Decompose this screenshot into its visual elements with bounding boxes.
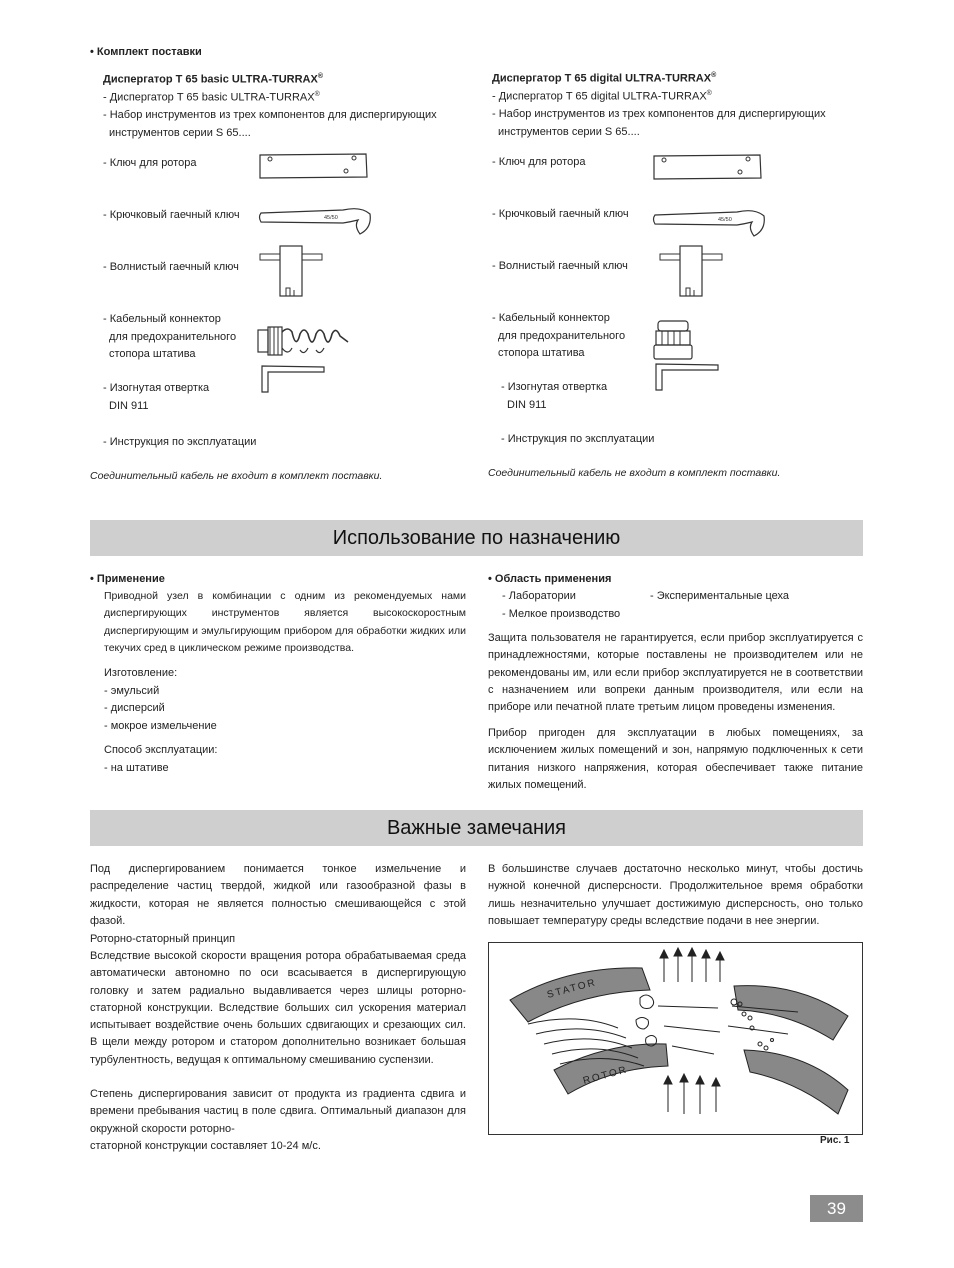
dispersion-degree-tail: статорной конструкции составляет 10-24 м/с. [90, 1140, 321, 1152]
section-title-use: Использование по назначению [90, 520, 863, 556]
digital-note: Соединительный кабель не входит в комплект поставки. [488, 467, 781, 479]
rotor-label: ROTOR [581, 1064, 630, 1087]
cable-connector-icon [652, 318, 700, 364]
section-title-notes: Важные замечания [90, 810, 863, 846]
rotor-key-icon [652, 152, 764, 182]
basic-note: Соединительный кабель не входит в комплект поставки. [90, 470, 383, 482]
hook-wrench-icon [258, 204, 376, 238]
rotor-stator-figure [488, 942, 863, 1135]
hook-wrench-label: 45/50 [324, 215, 338, 221]
processing-time-text: В большинстве случаев достаточно несколько минут, чтобы достичь нужной конечной дисперсности. Продолжительное время обработки лишь незначительно улучшает достижимую дисперсность, оно только повышает температуру среды вследствие подачи в нее энергии. [488, 863, 863, 927]
room-suitability-text: Прибор пригоден для эксплуатации в любых помещениях, за исключением жилых помещений и зон, напрямую подключенных к сети питания низкого напряжения, которая обеспечивает также питание жилых помещений. [488, 727, 863, 791]
rotor-stator-heading: Роторно-статорный принцип [90, 933, 236, 945]
digital-item-manual: - Инструкция по эксплуатации [501, 433, 655, 445]
area-heading: • Область применения [488, 573, 612, 585]
basic-item-manual: - Инструкция по эксплуатации [103, 436, 257, 448]
stator-label: STATOR [545, 977, 598, 1001]
digital-item-rotor-key: - Ключ для ротора [492, 156, 586, 168]
scope-heading: • Комплект поставки [90, 46, 202, 58]
page-number: 39 [810, 1195, 863, 1222]
bent-screwdriver-icon [258, 364, 328, 396]
wave-wrench-icon [258, 244, 324, 300]
dispersion-degree-text: Степень диспергирования зависит от продукта из градиента сдвига и времени пребывания частиц в поле сдвига. Оптимальный диапазон для окружной скорости роторно- [90, 1088, 466, 1135]
area-list-col2: - Экспериментальные цеха [650, 590, 790, 602]
digital-item-wave-wrench: - Волнистый гаечный ключ [492, 260, 628, 272]
digital-title: Диспергатор T 65 digital ULTRA-TURRAX® [492, 72, 717, 85]
cable-connector-icon [256, 322, 356, 360]
basic-title: Диспергатор T 65 basic ULTRA-TURRAX® [103, 73, 324, 86]
hook-wrench-icon [652, 206, 770, 240]
basic-item-screwdriver: - Изогнутая отвертка DIN 911 [103, 382, 210, 412]
application-text: Приводной узел в комбинации с одним из рекомендуемых нами диспергирующих инструментов является высокоскоростным диспергирующим и эмульгирующим прибором для обработки жидких или текучих сред в циклическом режиме производства. [104, 590, 466, 654]
basic-item-rotor-key: - Ключ для ротора [103, 157, 197, 169]
area-list-col1: - Лаборатории - Мелкое производство [502, 590, 621, 620]
basic-lines: - Диспергатор T 65 basic ULTRA-TURRAX® - Набор инструментов из трех компонентов для диспергирующих инструментов серии S 65.... [103, 91, 437, 139]
digital-item-cable-connector: - Кабельный коннектор для предохранительного стопора штатива [492, 312, 626, 359]
digital-item-screwdriver: - Изогнутая отвертка DIN 911 [501, 381, 608, 411]
digital-lines: - Диспергатор T 65 digital ULTRA-TURRAX® - Набор инструментов из трех компонентов для диспергирующих инструментов серии S 65.... [492, 90, 826, 138]
manufacturing-list: Изготовление: - эмульсий - дисперсий - мокрое измельчение [104, 667, 217, 732]
bent-screwdriver-icon [652, 362, 722, 394]
dispersion-definition-text: Под диспергированием понимается тонкое измельчение и распределение частиц твердой, жидкой или газообразной фазы в жидкости, которая не является полностью смешивающейся с этой фазой. [90, 863, 466, 927]
user-protection-text: Защита пользователя не гарантируется, если прибор эксплуатируется с принадлежностями, которые поставлены не производителем или не рекомендованы им, или если прибор эксплуатируется не в соответствии с назначением или вопреки данным производителя, или если на приборе или печатной плате третьим лицом проведены изменения. [488, 632, 863, 714]
figure-caption: Рис. 1 [820, 1135, 850, 1146]
wave-wrench-icon [658, 244, 724, 300]
basic-item-hook-wrench: - Крючковый гаечный ключ [103, 209, 240, 221]
basic-item-wave-wrench: - Волнистый гаечный ключ [103, 261, 239, 273]
basic-item-cable-connector: - Кабельный коннектор для предохранительного стопора штатива [103, 313, 237, 360]
hook-wrench-label: 45/50 [718, 217, 732, 223]
application-heading: • Применение [90, 573, 165, 585]
rotor-key-icon [258, 151, 370, 181]
rotor-stator-text: Вследствие высокой скорости вращения ротора обрабатываемая среда автоматически автономно по оси всасывается в диспергирующую головку и затем радиально выдавливается через шлицы роторно-статорной конструкции. Вследствие больших сил ускорения материал испытывает воздействие очень больших сдвигающих и срезающих сил. В щели между ротором и статором дополнительно возникает большая турбулентность, ведущая к оптимальному смешиванию суспензии. [90, 950, 466, 1066]
operation-mode-list: Способ эксплуатации: - на штативе [104, 744, 218, 774]
digital-item-hook-wrench: - Крючковый гаечный ключ [492, 208, 629, 220]
